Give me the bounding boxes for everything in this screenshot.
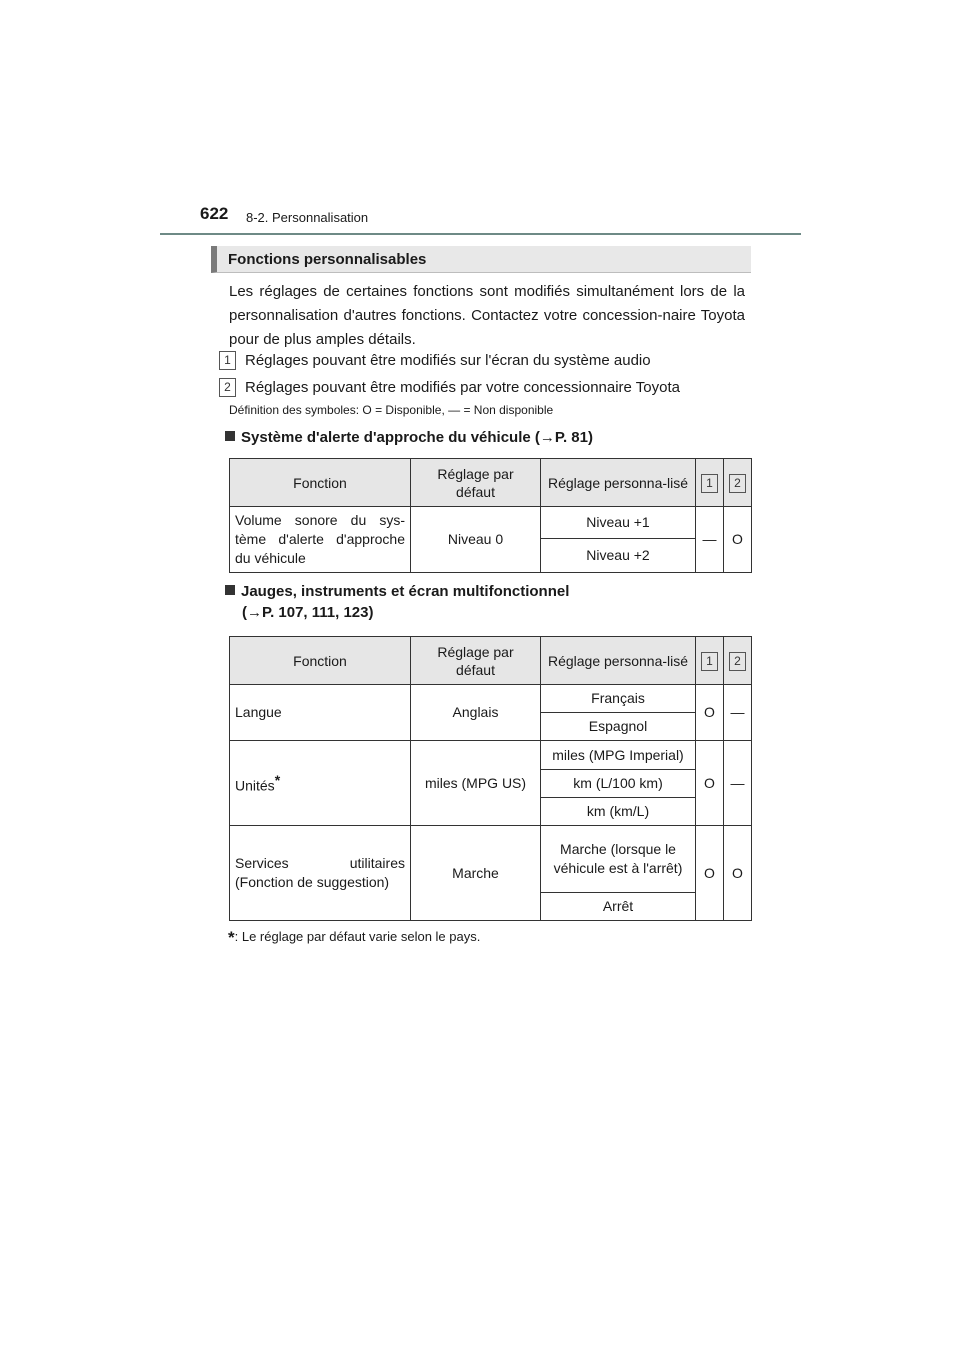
legend-text-1: Réglages pouvant être modifiés sur l'écran du système audio	[245, 352, 651, 369]
cell-option: Marche (lorsque le véhicule est à l'arrêt)	[541, 826, 696, 893]
cell-col2: O	[724, 826, 752, 921]
cell-default: miles (MPG US)	[411, 741, 541, 826]
column-header-custom: Réglage personna-lisé	[541, 637, 696, 685]
column-header-function: Fonction	[230, 459, 411, 507]
column-header-2	[724, 637, 752, 685]
page-number: 622	[200, 204, 229, 223]
cell-option: Niveau +1	[541, 507, 696, 539]
cell-option: Niveau +2	[541, 539, 696, 573]
cell-option: Français	[541, 685, 696, 713]
running-header: 8-2. Personnalisation	[246, 210, 369, 225]
footnote-marker: *	[228, 928, 235, 947]
square-bullet-icon	[225, 585, 235, 595]
column-header-default: Réglage par défaut	[411, 459, 541, 507]
section-banner	[211, 246, 751, 273]
cell-option: Espagnol	[541, 713, 696, 741]
table2-heading	[225, 581, 569, 623]
table2-heading-text: Jauges, instruments et écran multifonctionnel	[241, 583, 570, 600]
cell-default: Anglais	[411, 685, 541, 741]
footnote-text: : Le réglage par défaut varie selon le pays.	[234, 929, 481, 944]
cell-col1: O	[696, 685, 724, 741]
table1-heading-text: Système d'alerte d'approche du véhicule (→P. 81)	[241, 429, 593, 446]
gauges-settings-table	[229, 636, 752, 921]
cell-default: Marche	[411, 826, 541, 921]
column-header-default: Réglage par défaut	[411, 637, 541, 685]
table2-heading-ref: (→P. 107, 111, 123)	[242, 604, 374, 621]
legend-text-2: Réglages pouvant être modifiés par votre concessionnaire Toyota	[245, 379, 680, 396]
header-rule	[160, 233, 801, 235]
table1-heading	[225, 427, 593, 448]
symbol-definition: Définition des symboles: O = Disponible, — = Non disponible	[229, 403, 554, 417]
cell-function: Langue	[230, 685, 411, 741]
intro-paragraph: Les réglages de certaines fonctions sont modifiés simultanément lors de la personnalisation d'autres fonctions. Contactez votre concession-naire Toyota pour de plus amples détails.	[229, 283, 745, 348]
number-2-box-icon: 2	[729, 652, 746, 671]
cell-function	[230, 741, 411, 826]
cell-option: km (km/L)	[541, 798, 696, 826]
column-header-1	[696, 459, 724, 507]
footnote	[228, 928, 480, 948]
cell-function: Volume sonore du sys-tème d'alerte d'approche du véhicule	[230, 507, 411, 573]
cell-option: km (L/100 km)	[541, 770, 696, 798]
footnote-marker: *	[274, 771, 281, 788]
cell-function-text: Unités	[235, 777, 275, 794]
cell-option: Arrêt	[541, 893, 696, 921]
cell-col1: O	[696, 826, 724, 921]
cell-col1: O	[696, 741, 724, 826]
cell-col2: O	[724, 507, 752, 573]
vehicle-alert-table	[229, 458, 752, 573]
number-1-box-icon: 1	[701, 474, 718, 493]
column-header-1	[696, 637, 724, 685]
column-header-custom: Réglage personna-lisé	[541, 459, 696, 507]
number-2-box-icon: 2	[729, 474, 746, 493]
column-header-function: Fonction	[230, 637, 411, 685]
number-1-box-icon: 1	[219, 351, 236, 370]
cell-col2: —	[724, 685, 752, 741]
legend-item-2	[219, 378, 680, 397]
square-bullet-icon	[225, 431, 235, 441]
cell-option: miles (MPG Imperial)	[541, 741, 696, 770]
cell-col2: —	[724, 741, 752, 826]
number-2-box-icon: 2	[219, 378, 236, 397]
number-1-box-icon: 1	[701, 652, 718, 671]
cell-default: Niveau 0	[411, 507, 541, 573]
cell-function: Services utilitaires (Fonction de suggestion)	[230, 826, 411, 921]
section-title: Fonctions personnalisables	[228, 251, 427, 268]
legend-item-1	[219, 351, 651, 370]
column-header-2	[724, 459, 752, 507]
cell-col1: —	[696, 507, 724, 573]
